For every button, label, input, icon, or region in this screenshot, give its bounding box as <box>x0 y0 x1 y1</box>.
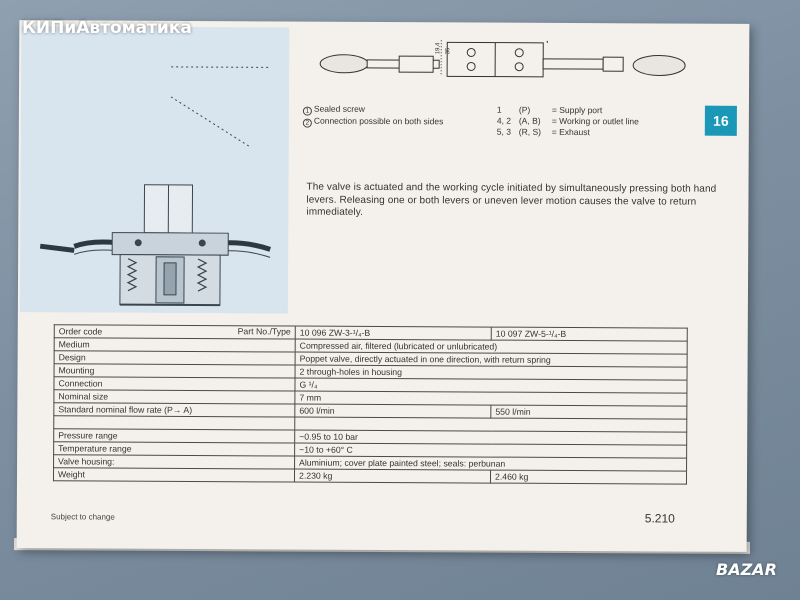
table-cell: 2.460 kg <box>490 470 686 484</box>
port-number: 1 <box>496 104 502 115</box>
table-cell: 10 097 ZW-5-¹/₄-B <box>491 327 687 341</box>
port-number: 5, 3 <box>496 126 512 137</box>
table-cell: −10 to +60° C <box>295 443 687 458</box>
table-cell: Pressure range <box>54 429 295 443</box>
table-cell <box>54 325 295 339</box>
bazar-logo: BAZAR <box>716 560 777 579</box>
table-cell: Temperature range <box>54 442 295 456</box>
part-type-label: Part No./Type <box>237 326 291 337</box>
table-cell: Aluminium; cover plate painted steel; seals: perbunan <box>295 456 687 471</box>
port-item <box>497 105 639 117</box>
legend <box>303 104 444 129</box>
table-cell: Poppet valve, directly actuated in one direction, with return spring <box>295 352 687 367</box>
table-cell: Design <box>54 351 295 365</box>
watermark-text: КИПиАвтоматика <box>22 18 192 38</box>
order-code-label: Order code <box>58 326 103 337</box>
table-cell: 600 l/min <box>295 404 491 418</box>
dim-label-1: 19,4 <box>435 42 442 55</box>
table-cell: Weight <box>53 468 294 482</box>
legend-item <box>303 116 444 129</box>
spec-table <box>53 324 688 484</box>
table-cell: 7 mm <box>295 391 687 406</box>
section-badge: 16 <box>705 106 737 136</box>
port-code: (A, B) <box>518 115 541 126</box>
port-code: (R, S) <box>518 126 542 137</box>
port-code: (P) <box>518 104 531 115</box>
table-cell: Valve housing: <box>54 455 295 469</box>
footer-note: Subject to change <box>50 512 115 522</box>
port-desc: = Exhaust <box>551 126 590 138</box>
port-item <box>497 116 639 128</box>
table-cell: Compressed air, filtered (lubricated or unlubricated) <box>295 339 687 354</box>
description-text: The valve is actuated and the working cycle initiated by simultaneously pressing both hand levers. Releasing one or both levers or uneven lever motion causes the valve to return immediately. <box>306 181 717 218</box>
table-cell: G ¹/₄ <box>295 378 687 393</box>
port-item <box>497 127 639 139</box>
dim-label-2: 35 <box>445 47 452 55</box>
legend-text: Connection possible on both sides <box>313 115 444 127</box>
legend-number: 2 <box>303 119 312 128</box>
port-desc: = Working or outlet line <box>551 115 639 127</box>
legend-item <box>303 104 444 117</box>
table-cell: Medium <box>54 338 295 352</box>
table-cell <box>54 416 295 430</box>
port-number: 4, 2 <box>496 115 512 126</box>
table-cell: 550 l/min <box>491 405 687 419</box>
table-cell: Standard nominal flow rate (P→ A) <box>54 403 295 417</box>
table-cell: 10 096 ZW-3-¹/₄-B <box>295 326 491 340</box>
legend-number: 1 <box>303 107 312 116</box>
legend-text: Sealed screw <box>313 103 365 114</box>
table-row <box>53 468 686 484</box>
table-cell: 2 through-holes in housing <box>295 365 687 380</box>
port-desc: = Supply port <box>551 104 603 116</box>
port-list <box>497 105 639 139</box>
table-cell: Mounting <box>54 364 295 378</box>
table-cell: Connection <box>54 377 295 391</box>
table-cell: Nominal size <box>54 390 295 404</box>
page-number: 5.210 <box>644 511 675 526</box>
catalog-page <box>17 20 750 552</box>
table-cell: 2.230 kg <box>294 469 490 483</box>
table-cell: −0.95 to 10 bar <box>295 430 687 445</box>
